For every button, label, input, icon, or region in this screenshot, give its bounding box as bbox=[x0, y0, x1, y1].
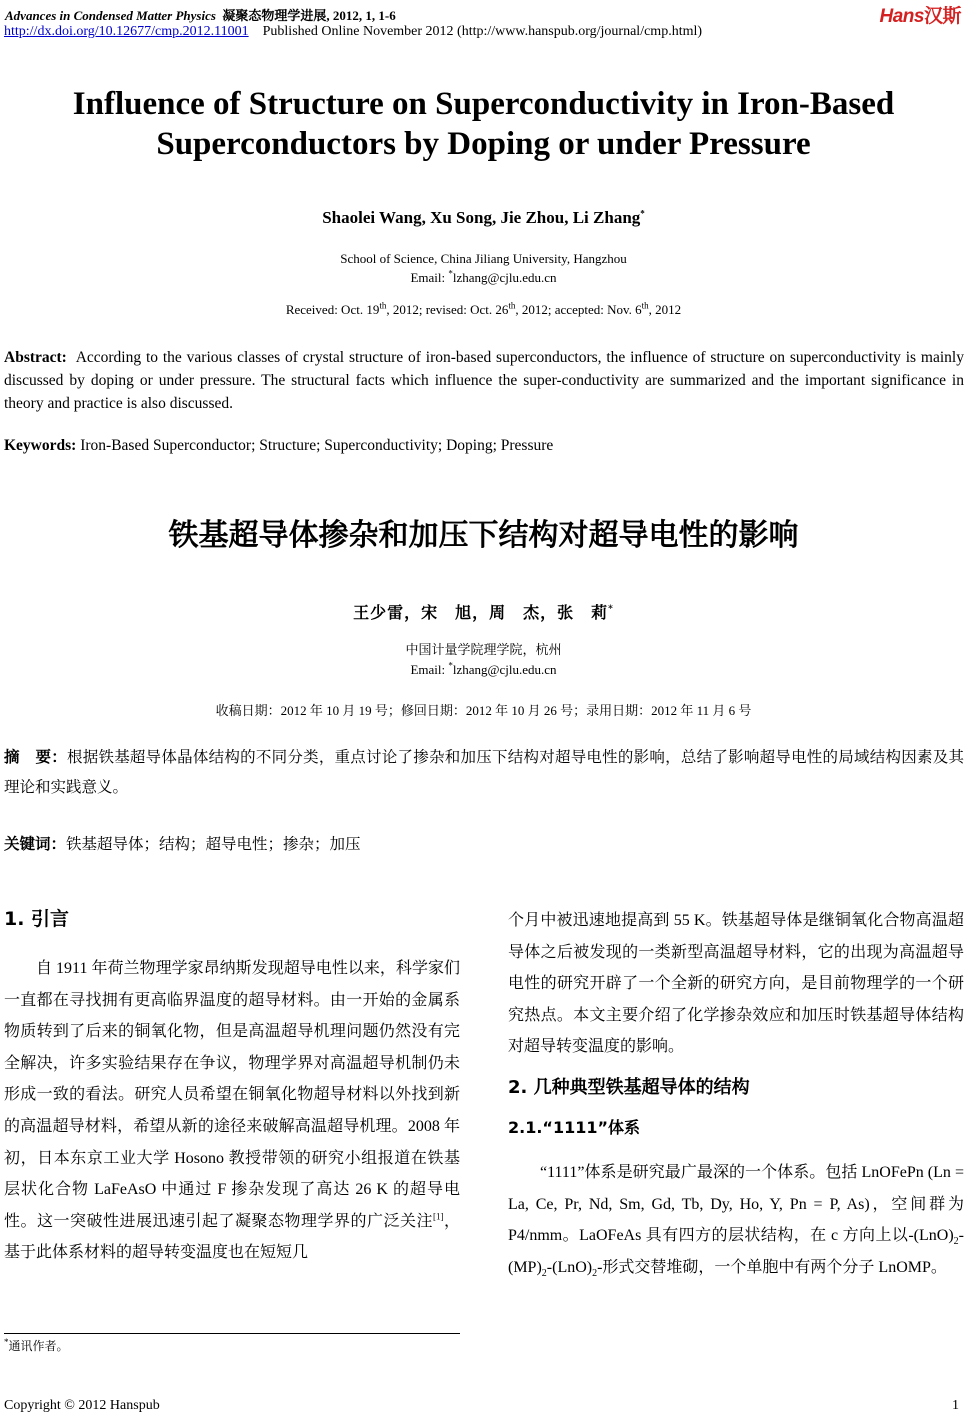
published-online: Published Online November 2012 (http://www.hanspub.org/journal/cmp.html) bbox=[262, 24, 703, 39]
affiliation-cn-text: 中国计量学院理学院，杭州 bbox=[405, 642, 562, 657]
email-label: Email: bbox=[410, 270, 449, 285]
doi-link[interactable]: http://dx.doi.org/10.12677/cmp.2012.11001 bbox=[4, 24, 249, 39]
ordinal-sup: th bbox=[379, 300, 387, 311]
abstract-cn-label: 摘 要： bbox=[4, 748, 67, 766]
hans-logo bbox=[880, 1, 961, 28]
ordinal-sup: th bbox=[508, 300, 516, 311]
email-cn bbox=[0, 660, 967, 680]
revised-part: , 2012; revised: Oct. 26 bbox=[386, 302, 509, 317]
citation-ref[interactable]: [1] bbox=[432, 1211, 444, 1222]
section-2-1-paragraph bbox=[508, 1157, 964, 1283]
affiliation-en bbox=[0, 249, 967, 287]
keywords-en-label: Keywords: bbox=[4, 437, 77, 454]
keywords-cn-text: 铁基超导体；结构；超导电性；掺杂；加压 bbox=[66, 836, 361, 853]
received-part: Received: Oct. 19 bbox=[285, 302, 380, 317]
email-address: lzhang@cjlu.edu.cn bbox=[452, 270, 557, 285]
footnote bbox=[4, 1337, 69, 1354]
subscript: 2 bbox=[592, 1267, 598, 1279]
section-1-paragraph bbox=[4, 953, 460, 1269]
affiliation-cn bbox=[0, 640, 967, 680]
paragraph-text: -(LnO) bbox=[546, 1258, 593, 1276]
keywords-cn-label: 关键词： bbox=[4, 835, 67, 853]
email-en bbox=[0, 268, 967, 287]
abstract-en bbox=[4, 346, 964, 415]
footnote-divider bbox=[4, 1333, 460, 1334]
section-2-1-heading: 2.1.“1111”体系 bbox=[508, 1117, 640, 1137]
continued-paragraph: 个月中被迅速地提高到 55 K。铁基超导体是继铜氧化合物高温超导体之后被发现的一类新型高温超导材料，它的出现为高温超导电性的研究开辟了一个全新的研究方向，是目前物理学的一个研究热点。本文主要介绍了化学掺杂效应和加压时铁基超导体结构对超导转变温度的影响。 bbox=[508, 912, 964, 1056]
keywords-cn bbox=[4, 832, 964, 854]
right-column bbox=[508, 905, 964, 1283]
authors-cn bbox=[0, 600, 967, 623]
email-mark: * bbox=[448, 268, 453, 279]
affiliation-en-text: School of Science, China Jiliang University, Hangzhou bbox=[340, 251, 627, 266]
abstract-cn-text: 根据铁基超导体晶体结构的不同分类，重点讨论了掺杂和加压下结构对超导电性的影响，总结了影响超导电性的局域结构因素及其理论和实践意义。 bbox=[4, 749, 964, 796]
section-1-heading: 1. 引言 bbox=[4, 908, 70, 930]
paragraph-text: ，基于此体系材料的超导转变温度也在短短几 bbox=[4, 1212, 460, 1262]
keywords-en bbox=[4, 437, 964, 455]
paragraph-text: “1111”体系是研究最广最深的一个体系。包括 LnOFePn (Ln = La, Ce, Pr, Nd, Sm, Gd, Tb, Dy, Ho, Y, Pn = P, As)，空间群为 P4/nmm。LaOFeAs 具有四方的层状结构，在 c 方向上以-(LnO) bbox=[508, 1163, 964, 1245]
corresponding-mark-cn: * bbox=[608, 604, 614, 615]
title-en-line1: Influence of Structure on Superconductivity in Iron-Based bbox=[72, 86, 895, 122]
journal-name-en: Advances in Condensed Matter Physics bbox=[5, 8, 216, 23]
authors-cn-names: 王少雷，宋 旭，周 杰，张 莉 bbox=[353, 603, 609, 622]
footnote-text: 通讯作者。 bbox=[8, 1339, 69, 1353]
received-dates-en bbox=[0, 302, 967, 318]
paper-title-en bbox=[0, 84, 967, 164]
paragraph-text: -(MP) bbox=[508, 1227, 964, 1276]
email-address-cn: lzhang@cjlu.edu.cn bbox=[452, 662, 557, 677]
abstract-en-text: According to the various classes of crystal structure of iron-based superconductors, the influence of structure on superconductivity is mainly discussed by doping or under pressure. The structural facts which influence the super-conductivity are summarized and the important significance in theory and practice is also discussed. bbox=[4, 349, 964, 412]
email-mark-cn: * bbox=[448, 660, 453, 671]
email-label-cn: Email: bbox=[410, 662, 449, 677]
ordinal-sup: th bbox=[641, 300, 649, 311]
keywords-en-text: Iron-Based Superconductor; Structure; Superconductivity; Doping; Pressure bbox=[80, 437, 554, 454]
logo-latin: Hans bbox=[879, 6, 924, 27]
year-part: , 2012 bbox=[648, 302, 682, 317]
abstract-cn bbox=[4, 742, 964, 803]
subscript: 2 bbox=[541, 1267, 547, 1279]
title-en-line2: Superconductors by Doping or under Pressure bbox=[156, 126, 811, 162]
logo-cn: 汉斯 bbox=[923, 6, 961, 27]
journal-name-cn: 凝聚态物理学进展, 2012, 1, 1-6 bbox=[222, 8, 396, 23]
section-2-heading: 2. 几种典型铁基超导体的结构 bbox=[508, 1076, 750, 1098]
paper-title-cn: 铁基超导体掺杂和加压下结构对超导电性的影响 bbox=[168, 518, 799, 553]
footnote-mark: * bbox=[4, 1337, 9, 1347]
paragraph-text: 自 1911 年荷兰物理学家昂纳斯发现超导电性以来，科学家们一直都在寻找拥有更高临界温度的超导材料。由一开始的金属系物质转到了后来的铜氧化物，但是高温超导机理问题仍然没有完全解决，许多实验结果存在争议，物理学界对高温超导机制仍未形成一致的看法。研究人员希望在铜氧化物超导材料以外找到新的高温超导材料，希望从新的途径来破解高温超导机理。2008 年初，日本东京工业大学 Hosono 教授带领的研究小组报道在铁基层状化合物 LaFeAsO 中通过 F 掺杂发现了高达 26 K 的超导电性。这一突破性进展迅速引起了凝聚态物理学界的广泛关注 bbox=[4, 960, 460, 1230]
copyright: Copyright © 2012 Hanspub bbox=[4, 1398, 160, 1413]
abstract-en-label: Abstract: bbox=[4, 349, 67, 366]
authors-en bbox=[0, 208, 967, 228]
page-number: 1 bbox=[952, 1398, 959, 1413]
doi-line bbox=[4, 24, 702, 40]
corresponding-mark: * bbox=[640, 208, 645, 219]
authors-en-names: Shaolei Wang, Xu Song, Jie Zhou, Li Zhang bbox=[322, 208, 641, 227]
accepted-part: , 2012; accepted: Nov. 6 bbox=[515, 302, 642, 317]
paragraph-text: -形式交替堆砌，一个单胞中有两个分子 LnOMP。 bbox=[597, 1258, 947, 1276]
journal-header bbox=[5, 5, 396, 24]
left-column bbox=[4, 953, 460, 1269]
subscript: 2 bbox=[953, 1236, 959, 1248]
received-dates-cn: 收稿日期：2012 年 10 月 19 号；修回日期：2012 年 10 月 26 号；录用日期：2012 年 11 月 6 号 bbox=[215, 703, 752, 718]
